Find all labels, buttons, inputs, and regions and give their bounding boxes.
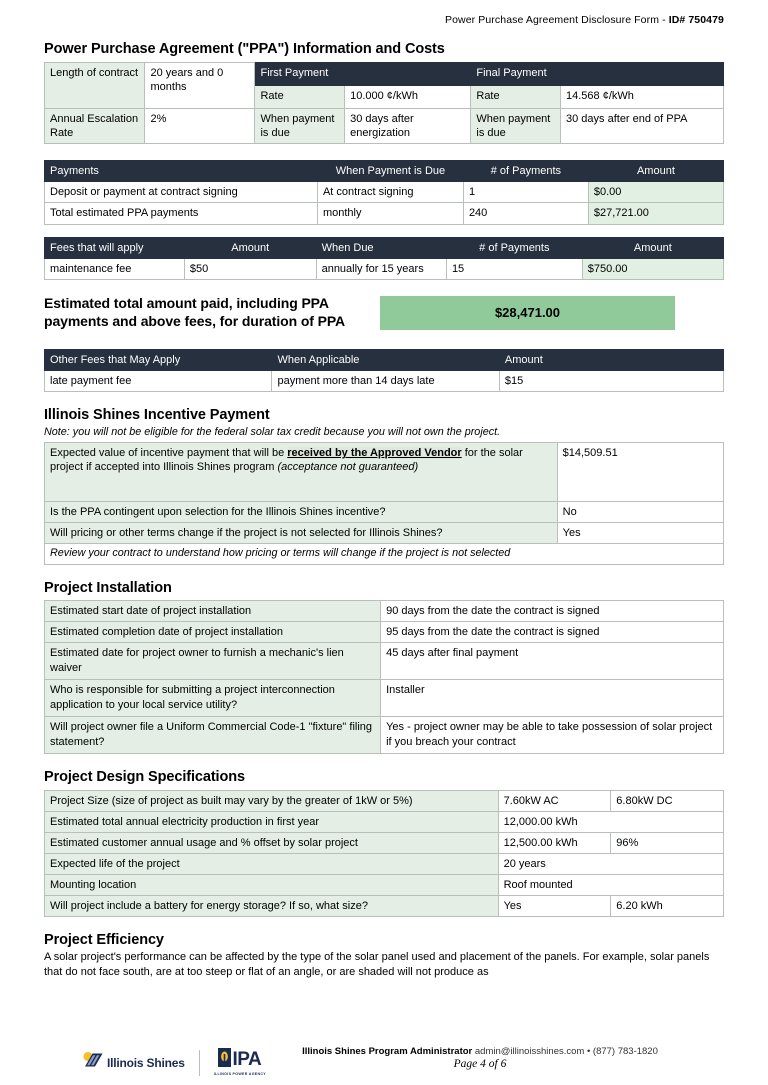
incentive-contingent-answer: No (557, 502, 723, 523)
spec-value-1: Roof mounted (498, 874, 723, 895)
final-payment-due-value: 30 days after end of PPA (561, 109, 724, 144)
payments-col-num: # of Payments (463, 161, 588, 182)
table-row (45, 853, 724, 874)
spec-value-1: 7.60kW AC (498, 790, 611, 811)
first-payment-header: First Payment (255, 63, 471, 86)
document-id: ID# 750479 (668, 14, 724, 26)
other-fees-col-amount: Amount (499, 349, 723, 370)
spec-value-1: 12,500.00 kWh (498, 832, 611, 853)
length-of-contract-label: Length of contract (45, 63, 145, 109)
efficiency-paragraph: A solar project's performance can be affected by the type of the solar panel used and placement of the panels. For example, solar panels that do not face south, are at too steep or flat of an angle, or are shaded will not produce as (44, 951, 710, 978)
table-row (45, 544, 724, 565)
table-row (45, 502, 724, 523)
spec-label: Estimated total annual electricity production in first year (45, 811, 499, 832)
final-payment-rate-label: Rate (471, 86, 561, 109)
fees-col-total: Amount (582, 237, 723, 258)
table-row (45, 258, 724, 279)
payments-col-amount: Amount (588, 161, 723, 182)
final-payment-due-label: When payment is due (471, 109, 561, 144)
table-header-row (45, 349, 724, 370)
table-row (45, 874, 724, 895)
payment-when-due: At contract signing (317, 182, 463, 203)
incentive-terms-question: Will pricing or other terms change if the project is not selected for Illinois Shines? (45, 523, 558, 544)
fees-col-fee: Fees that will apply (45, 237, 185, 258)
incentive-text-italic: (acceptance not guaranteed) (277, 461, 419, 474)
table-row (45, 832, 724, 853)
incentive-expected-value-label (45, 443, 558, 502)
payment-count: 240 (463, 203, 588, 224)
installation-label: Will project owner file a Uniform Commercial Code-1 "fixture" filing statement? (45, 717, 381, 754)
incentive-text-part1: Expected value of incentive payment that will be (50, 447, 288, 460)
installation-label: Estimated start date of project installation (45, 601, 381, 622)
fees-col-amount: Amount (184, 237, 316, 258)
installation-value: 95 days from the date the contract is signed (381, 622, 724, 643)
table-header-row (45, 161, 724, 182)
table-header-row (45, 237, 724, 258)
installation-table (44, 600, 724, 754)
incentive-expected-value: $14,509.51 (557, 443, 723, 502)
first-payment-rate-label: Rate (255, 86, 345, 109)
installation-label: Estimated completion date of project installation (45, 622, 381, 643)
table-row (45, 895, 724, 916)
document-header (44, 0, 724, 26)
incentive-table (44, 442, 724, 565)
estimated-total-label: Estimated total amount paid, including PPA payments and above fees, for duration of PPA (44, 294, 346, 330)
table-row (45, 523, 724, 544)
payment-count: 1 (463, 182, 588, 203)
illinois-shines-wordmark: Illinois Shines (107, 1055, 185, 1070)
other-fee-when: payment more than 14 days late (272, 370, 499, 391)
table-row (45, 63, 724, 86)
ipa-subtitle: ILLINOIS POWER AGENCY (213, 1072, 266, 1077)
fee-name: maintenance fee (45, 258, 185, 279)
design-specs-title: Project Design Specifications (44, 769, 245, 786)
table-row (45, 790, 724, 811)
efficiency-title: Project Efficiency (44, 932, 164, 949)
fees-table (44, 237, 724, 280)
other-fees-table (44, 349, 724, 392)
incentive-footer-note: Review your contract to understand how pricing or terms will change if the project is not selected (45, 544, 724, 565)
table-row (45, 601, 724, 622)
payment-amount: $27,721.00 (588, 203, 723, 224)
payment-when-due: monthly (317, 203, 463, 224)
spec-value-2: 6.20 kWh (611, 895, 724, 916)
payments-table (44, 160, 724, 224)
first-payment-due-value: 30 days after energization (345, 109, 471, 144)
table-row (45, 680, 724, 717)
installation-value: Yes - project owner may be able to take possession of solar project if you breach your contract (381, 717, 724, 754)
installation-value: 90 days from the date the contract is signed (381, 601, 724, 622)
table-row (45, 182, 724, 203)
spec-label: Will project include a battery for energy storage? If so, what size? (45, 895, 499, 916)
incentive-text-part2: for the solar project if accepted into Illinois Shines program (50, 447, 523, 474)
ppa-info-table (44, 62, 724, 144)
incentive-title: Illinois Shines Incentive Payment (44, 407, 270, 424)
final-payment-rate-value: 14.568 ¢/kWh (561, 86, 724, 109)
annual-escalation-rate-value: 2% (145, 109, 255, 144)
ipa-flame-icon (218, 1048, 231, 1071)
payment-description: Total estimated PPA payments (45, 203, 318, 224)
table-row (45, 203, 724, 224)
fee-total: $750.00 (582, 258, 723, 279)
ppa-info-title: Power Purchase Agreement ("PPA") Information and Costs (44, 41, 445, 57)
spec-label: Estimated customer annual usage and % offset by solar project (45, 832, 499, 853)
payment-amount: $0.00 (588, 182, 723, 203)
spec-value-1: 12,000.00 kWh (498, 811, 723, 832)
fees-col-num: # of Payments (446, 237, 582, 258)
incentive-text-bold: received by the Approved Vendor (287, 447, 462, 460)
length-of-contract-value: 20 years and 0 months (145, 63, 255, 109)
footer-admin-line (266, 1046, 694, 1057)
footer-text-block (266, 1046, 724, 1070)
table-row (45, 622, 724, 643)
sun-panel-icon (82, 1051, 104, 1074)
spec-value-1: 20 years (498, 853, 723, 874)
ipa-logo (214, 1048, 266, 1077)
other-fees-col-fee: Other Fees that May Apply (45, 349, 272, 370)
fee-amount: $50 (184, 258, 316, 279)
spec-value-1: Yes (498, 895, 611, 916)
table-row (45, 811, 724, 832)
spec-value-2: 96% (611, 832, 724, 853)
installation-value: 45 days after final payment (381, 643, 724, 680)
payment-description: Deposit or payment at contract signing (45, 182, 318, 203)
incentive-contingent-question: Is the PPA contingent upon selection for the Illinois Shines incentive? (45, 502, 558, 523)
spec-value-2: 6.80kW DC (611, 790, 724, 811)
footer-page-number: Page 4 of 6 (453, 1058, 507, 1071)
footer-admin-contact: admin@illinoisshines.com • (877) 783-1820 (472, 1046, 658, 1058)
fee-when-due: annually for 15 years (316, 258, 446, 279)
ipa-wordmark: IPA (232, 1049, 262, 1071)
other-fee-amount: $15 (499, 370, 723, 391)
spec-label: Expected life of the project (45, 853, 499, 874)
annual-escalation-rate-label: Annual Escalation Rate (45, 109, 145, 144)
spec-label: Mounting location (45, 874, 499, 895)
final-payment-header: Final Payment (471, 63, 724, 86)
other-fees-col-when: When Applicable (272, 349, 499, 370)
page-footer (0, 1046, 768, 1077)
payments-col-when-due: When Payment is Due (317, 161, 463, 182)
installation-label: Estimated date for project owner to furnish a mechanic's lien waiver (45, 643, 381, 680)
estimated-total-value: $28,471.00 (380, 296, 675, 330)
illinois-shines-logo (82, 1051, 185, 1074)
footer-logos (44, 1046, 266, 1077)
incentive-terms-answer: Yes (557, 523, 723, 544)
fees-col-when-due: When Due (316, 237, 446, 258)
payments-col-payments: Payments (45, 161, 318, 182)
fee-count: 15 (446, 258, 582, 279)
first-payment-due-label: When payment is due (255, 109, 345, 144)
table-row (45, 443, 724, 502)
installation-value: Installer (381, 680, 724, 717)
first-payment-rate-value: 10.000 ¢/kWh (345, 86, 471, 109)
footer-logo-divider (199, 1050, 200, 1076)
footer-admin-bold: Illinois Shines Program Administrator (302, 1046, 473, 1058)
table-row (45, 109, 724, 144)
other-fee-name: late payment fee (45, 370, 272, 391)
spec-label: Project Size (size of project as built may vary by the greater of 1kW or 5%) (45, 790, 499, 811)
table-row (45, 717, 724, 754)
incentive-note: Note: you will not be eligible for the federal solar tax credit because you will not own the project. (44, 426, 501, 439)
table-row (45, 643, 724, 680)
design-specs-table (44, 790, 724, 917)
estimated-total-section (44, 294, 724, 331)
installation-label: Who is responsible for submitting a project interconnection application to your local service utility? (45, 680, 381, 717)
table-row (45, 370, 724, 391)
document-header-text: Power Purchase Agreement Disclosure Form - (444, 14, 669, 26)
installation-title: Project Installation (44, 580, 172, 597)
